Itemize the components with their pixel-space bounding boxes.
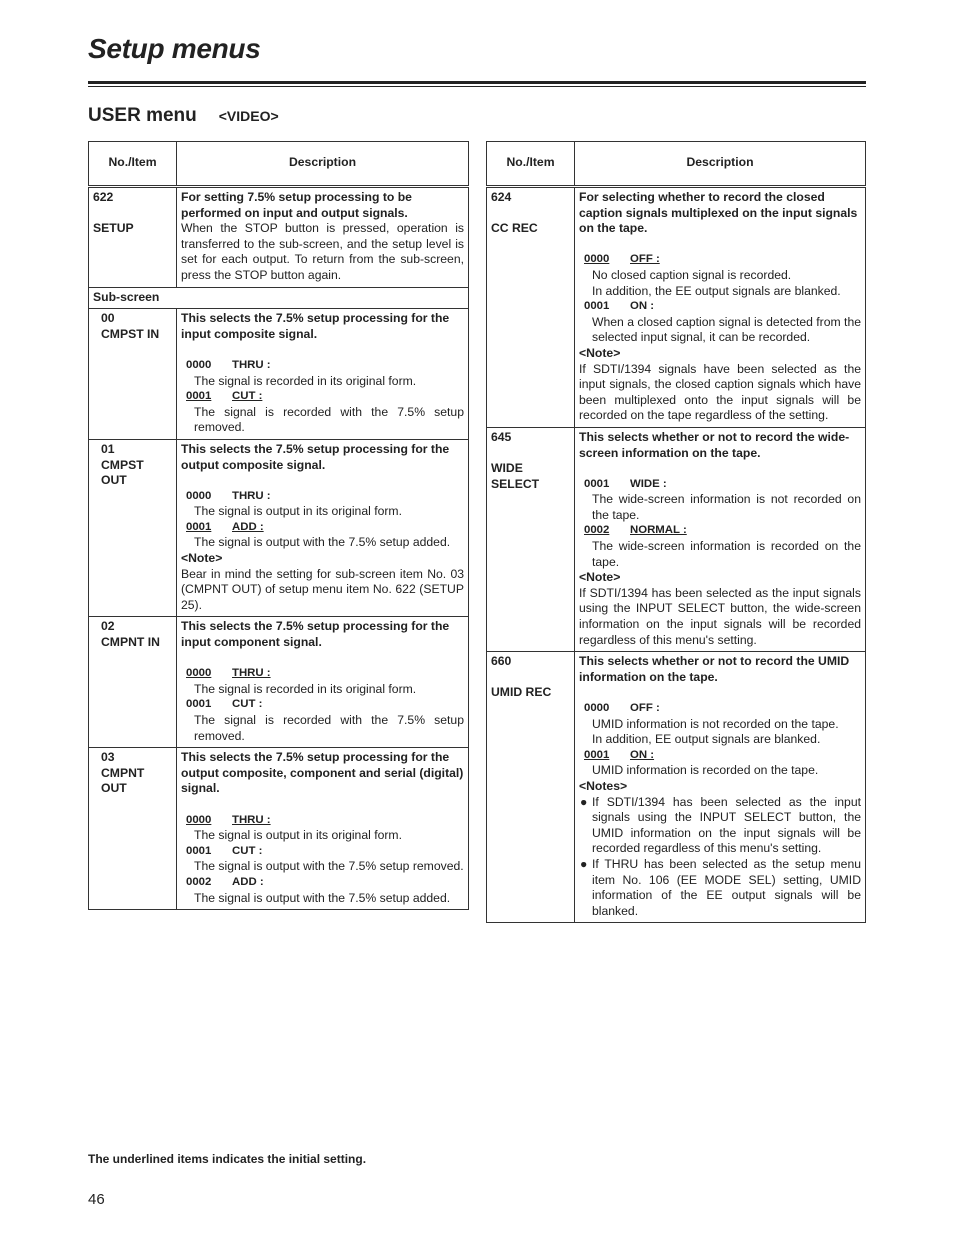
option-line (181, 697, 464, 713)
description-text: When the STOP button is pressed, operation is transferred to the sub-screen, and the setup level is set for each output. To return from the sub-screen, press the STOP button again. (181, 221, 464, 282)
option-description: The signal is output with the 7.5% setup removed. (194, 859, 464, 874)
description-cell (177, 309, 469, 440)
item-name: CMPNT IN (101, 635, 160, 650)
item-cell (89, 617, 177, 748)
option-label: ADD : (232, 875, 264, 888)
item-cell (487, 427, 575, 651)
option-label: WIDE : (630, 477, 667, 490)
left-menu-table (88, 141, 469, 910)
option-description: In addition, EE output signals are blanked. (592, 732, 821, 747)
description-cell (177, 748, 469, 910)
note-bullet (579, 857, 861, 919)
option-label: THRU : (232, 489, 271, 502)
note-text: If SDTI/1394 signals have been selected as the input signals, the closed caption signals which have been multiplexed onto the input signals will be recorded on the tape regardless of the setting. (579, 361, 861, 423)
option-code: 0000 (186, 489, 212, 502)
option-label: NORMAL : (630, 524, 687, 537)
table-row (89, 309, 469, 440)
page-title: Setup menus (88, 33, 261, 64)
option-code: 0001 (584, 300, 610, 313)
description-cell (575, 187, 866, 428)
option-description: The signal is output in its original form. (194, 828, 402, 843)
description-cell (177, 439, 469, 617)
option-label: CUT : (232, 844, 263, 857)
item-number: 645 (491, 429, 512, 444)
description-lead: This selects the 7.5% setup processing for the output composite, component and serial (digital) signal. (181, 750, 464, 796)
option-description: The wide-screen information is recorded on the tape. (592, 539, 861, 569)
item-number: 02 (101, 619, 115, 634)
option-description: UMID information is not recorded on the tape. (592, 716, 839, 731)
option-code: 0000 (186, 813, 212, 826)
option-label: ADD : (232, 520, 264, 533)
option-description: UMID information is recorded on the tape. (592, 763, 819, 778)
item-cell (487, 187, 575, 428)
description-lead: For selecting whether to record the closed caption signals multiplexed on the input signals on the tape. (579, 190, 858, 236)
option-label: CUT : (232, 390, 263, 403)
option-description: The wide-screen information is not recorded on the tape. (592, 492, 861, 522)
option-description: The signal is recorded in its original form. (194, 681, 417, 696)
section-title: USER menu (88, 105, 197, 126)
option-line (181, 844, 464, 860)
section-subtitle: <VIDEO> (218, 108, 279, 124)
description-cell (575, 427, 866, 651)
note-text: If SDTI/1394 has been selected as the input signals using the INPUT SELECT button, the wide-screen information on the input signals will be recorded regardless of this menu's setting. (579, 585, 861, 647)
item-name: CMPST IN (101, 326, 160, 341)
option-code: 0000 (186, 667, 212, 680)
option-description: The signal is output in its original form. (194, 504, 402, 519)
option-line (181, 389, 464, 405)
section-heading (88, 105, 279, 127)
note-label: <Note> (579, 345, 621, 360)
column-header-item: No./Item (89, 142, 177, 187)
title-rule (88, 81, 866, 87)
option-line (579, 748, 861, 764)
option-line (579, 252, 861, 268)
option-line (181, 520, 464, 536)
option-label: THRU : (232, 667, 271, 680)
column-header-description: Description (575, 142, 866, 187)
item-number: 624 (491, 190, 512, 204)
description-lead: This selects whether or not to record the wide-screen information on the tape. (579, 429, 850, 460)
bullet-icon: ● (580, 856, 588, 871)
option-code: 0001 (186, 698, 212, 711)
option-line (181, 666, 464, 682)
table-row (487, 187, 866, 428)
option-code: 0001 (186, 844, 212, 857)
item-name: CMPNT OUT (101, 765, 145, 796)
description-cell (177, 617, 469, 748)
option-line (181, 875, 464, 891)
option-line (579, 299, 861, 315)
option-label: OFF : (630, 702, 660, 714)
subscreen-label: Sub-screen (89, 287, 469, 309)
option-description: The signal is output with the 7.5% setup added. (194, 890, 451, 905)
item-number: 03 (101, 750, 115, 765)
item-name: WIDE SELECT (491, 461, 540, 491)
description-lead: This selects whether or not to record the UMID information on the tape. (579, 654, 850, 684)
option-code: 0001 (186, 390, 212, 403)
option-line (579, 523, 861, 539)
option-code: 0002 (584, 524, 610, 537)
option-label: THRU : (232, 358, 271, 371)
right-menu-table (486, 141, 866, 923)
item-cell (89, 309, 177, 440)
option-description: No closed caption signal is recorded. (592, 267, 792, 282)
option-label: CUT : (232, 698, 263, 711)
table-header-row (89, 142, 469, 187)
item-number: 01 (101, 441, 115, 456)
option-label: OFF : (630, 253, 660, 266)
note-bullet (579, 795, 861, 857)
note-text: If THRU has been selected as the setup menu item No. 106 (EE MODE SEL) setting, UMID information of the EE output signals will be blanked. (592, 856, 861, 918)
option-description: When a closed caption signal is detected from the selected input signal, it can be recorded. (592, 314, 861, 345)
option-code: 0001 (186, 520, 212, 533)
description-lead: For setting 7.5% setup processing to be performed on input and output signals. (181, 190, 412, 220)
column-header-item: No./Item (487, 142, 575, 187)
option-description: The signal is recorded in its original form. (194, 373, 417, 388)
table-row (89, 187, 469, 288)
table-row (89, 748, 469, 910)
table-header-row (487, 142, 866, 187)
item-name: UMID REC (491, 685, 552, 700)
option-label: ON : (630, 748, 655, 761)
option-description: The signal is recorded with the 7.5% setup removed. (194, 713, 464, 743)
option-label: THRU : (232, 813, 271, 826)
option-code: 0000 (584, 253, 610, 266)
option-code: 0000 (186, 358, 212, 371)
table-row (89, 617, 469, 748)
option-line (579, 477, 861, 493)
option-line (181, 489, 464, 505)
note-label: <Note> (181, 551, 223, 566)
option-code: 0002 (186, 875, 212, 888)
description-lead: This selects the 7.5% setup processing for the output composite signal. (181, 441, 450, 472)
bullet-icon: ● (580, 794, 588, 809)
option-code: 0000 (584, 702, 610, 714)
item-name: SETUP (93, 221, 134, 236)
description-cell (177, 187, 469, 288)
table-row (487, 427, 866, 651)
item-number: 622 (93, 190, 114, 204)
item-cell (89, 187, 177, 288)
description-lead: This selects the 7.5% setup processing for the input composite signal. (181, 311, 450, 341)
footnote: The underlined items indicates the initial setting. (88, 1152, 367, 1166)
item-name: CMPST OUT (101, 457, 144, 488)
option-code: 0001 (584, 477, 610, 490)
table-row (89, 287, 469, 309)
item-cell (487, 652, 575, 923)
option-line (579, 701, 861, 717)
description-cell (575, 652, 866, 923)
item-cell (89, 439, 177, 617)
column-header-description: Description (177, 142, 469, 187)
note-label: <Note> (579, 570, 621, 585)
item-name: CC REC (491, 221, 538, 236)
table-row (89, 439, 469, 617)
note-text: If SDTI/1394 has been selected as the input signals using the INPUT SELECT button, the UMID information on the input signals will be recorded regardless of this menu's setting. (592, 794, 861, 856)
item-number: 660 (491, 654, 512, 669)
page-number: 46 (88, 1191, 105, 1208)
table-row (487, 652, 866, 923)
option-description: The signal is recorded with the 7.5% setup removed. (194, 404, 464, 435)
option-line (181, 813, 464, 829)
option-description: The signal is output with the 7.5% setup added. (194, 535, 451, 550)
item-number: 00 (101, 311, 115, 326)
note-label: <Notes> (579, 778, 628, 793)
option-label: ON : (630, 300, 655, 313)
item-cell (89, 748, 177, 910)
description-lead: This selects the 7.5% setup processing for the input component signal. (181, 619, 450, 650)
note-text: Bear in mind the setting for sub-screen item No. 03 (CMPNT OUT) of setup menu item No. 622 (SETUP 25). (181, 566, 464, 612)
option-description: In addition, the EE output signals are blanked. (592, 283, 841, 298)
option-line (181, 358, 464, 374)
option-code: 0001 (584, 748, 610, 761)
